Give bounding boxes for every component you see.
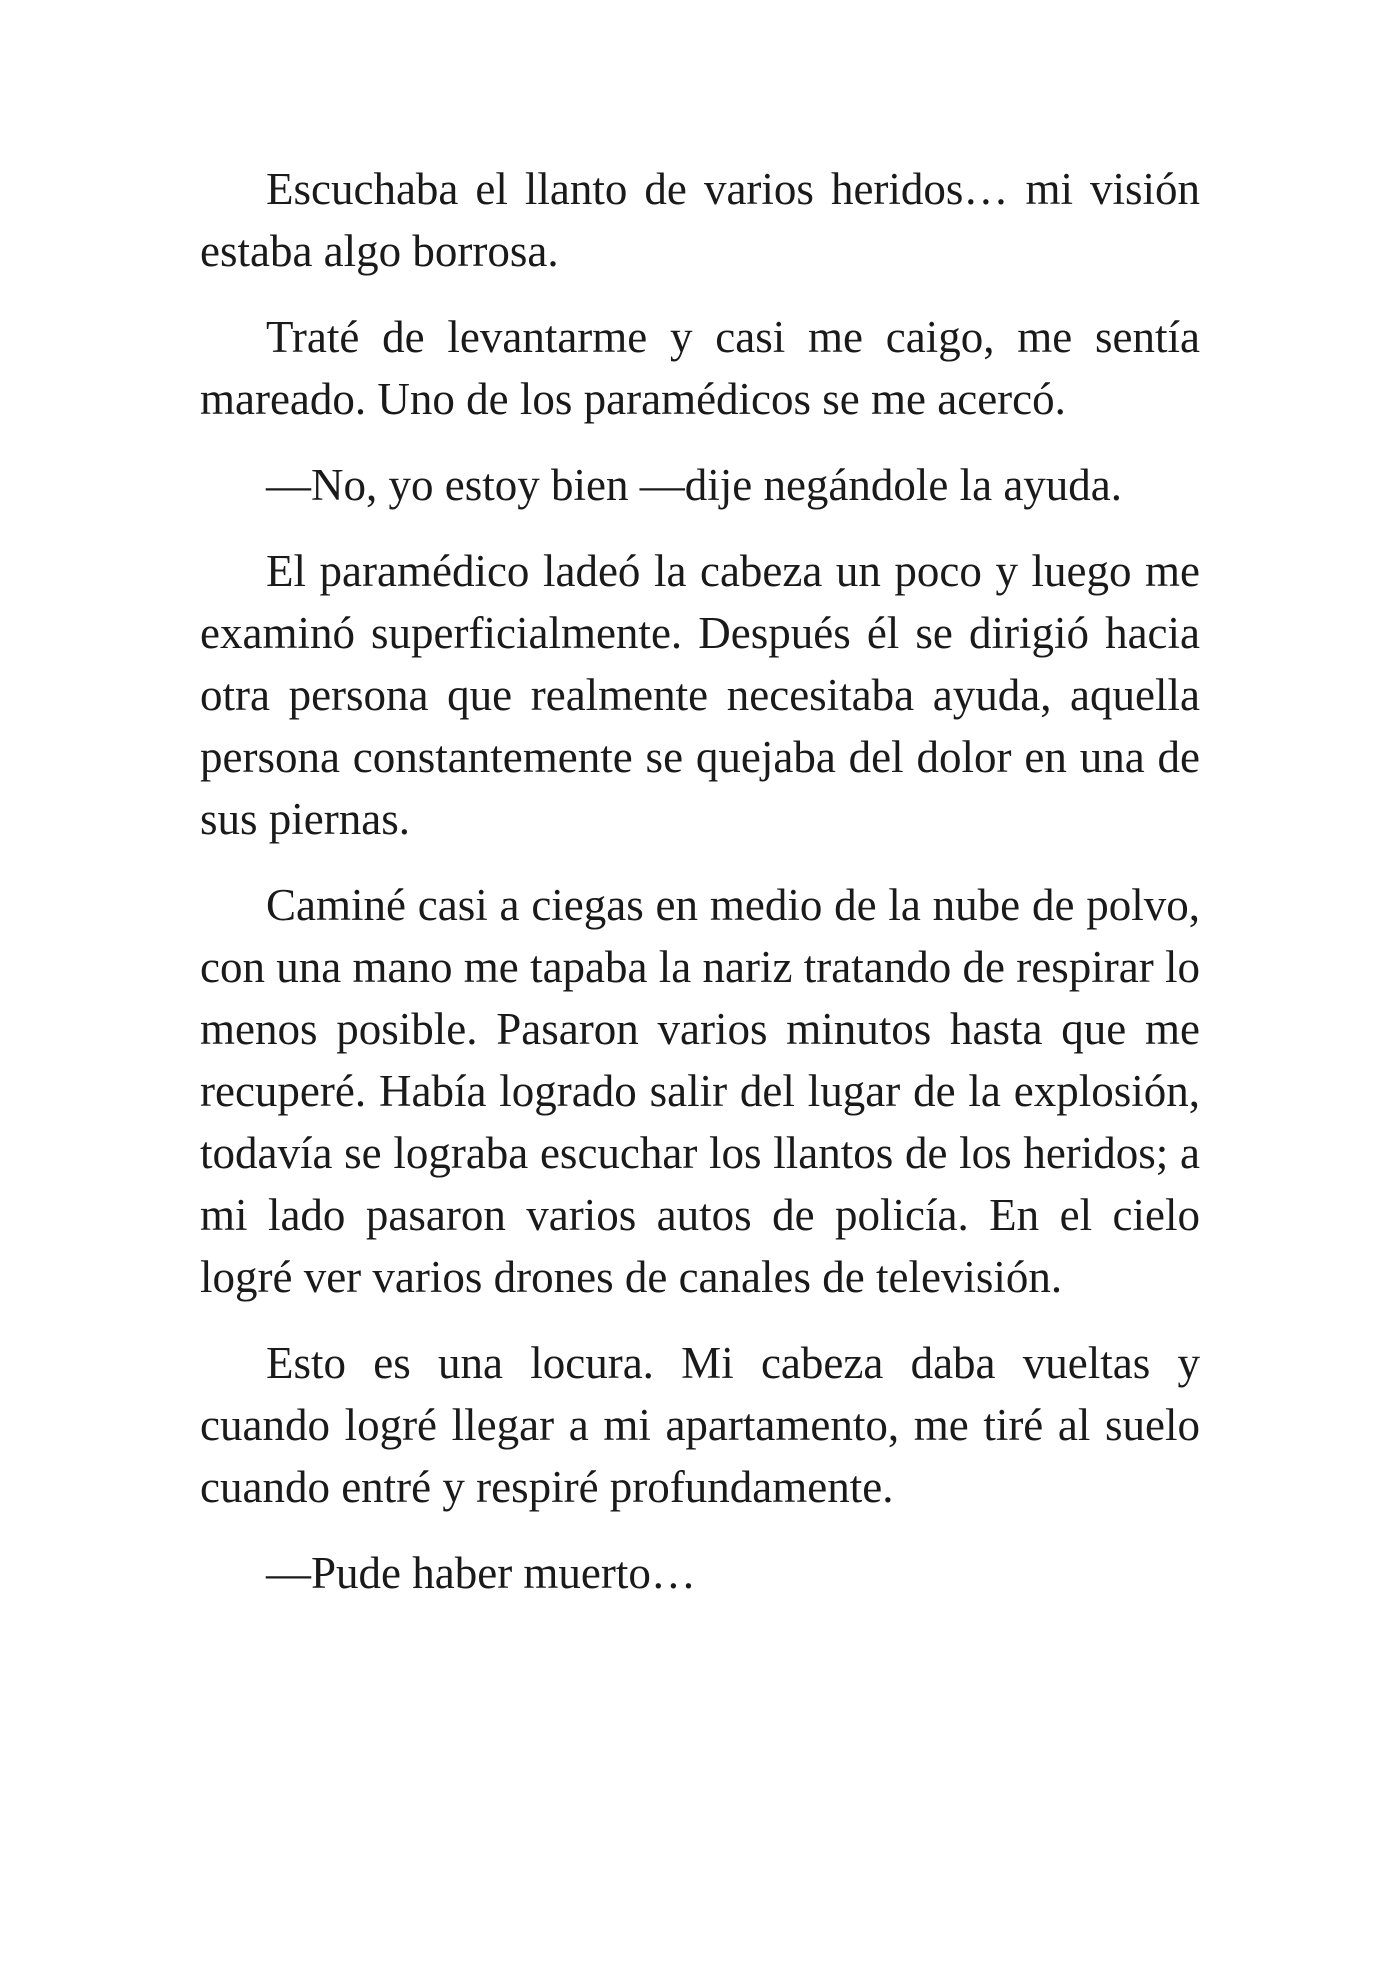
paragraph-levantarme: Traté de levantarme y casi me caigo, me sentía mareado. Uno de los paramédicos se me acercó. xyxy=(200,312,1200,424)
paragraph-locura: Esto es una locura. Mi cabeza daba vueltas y cuando logré llegar a mi apartamento, me tiré al suelo cuando entré y respiré profundamente. xyxy=(200,1338,1200,1512)
paragraph-heridos: Escuchaba el llanto de varios heridos… mi visión estaba algo borrosa. xyxy=(200,164,1200,276)
dialogue-estoy-bien: —No, yo estoy bien —dije negándole la ayuda. xyxy=(266,460,1123,510)
book-page xyxy=(200,158,1200,1628)
dialogue-pude-haber-muerto: —Pude haber muerto… xyxy=(266,1548,696,1598)
paragraph-paramedico: El paramédico ladeó la cabeza un poco y luego me examinó superficialmente. Después él se dirigió hacia otra persona que realmente necesitaba ayuda, aquella persona constantemente se quejaba del dolor en una de sus piernas. xyxy=(200,546,1200,844)
paragraph-camine: Caminé casi a ciegas en medio de la nube de polvo, con una mano me tapaba la nariz tratando de respirar lo menos posible. Pasaron varios minutos hasta que me recuperé. Había logrado salir del lugar de la explosión, todavía se lograba escuchar los llantos de los heridos; a mi lado pasaron varios autos de policía. En el cielo logré ver varios drones de canales de televisión. xyxy=(200,880,1200,1302)
